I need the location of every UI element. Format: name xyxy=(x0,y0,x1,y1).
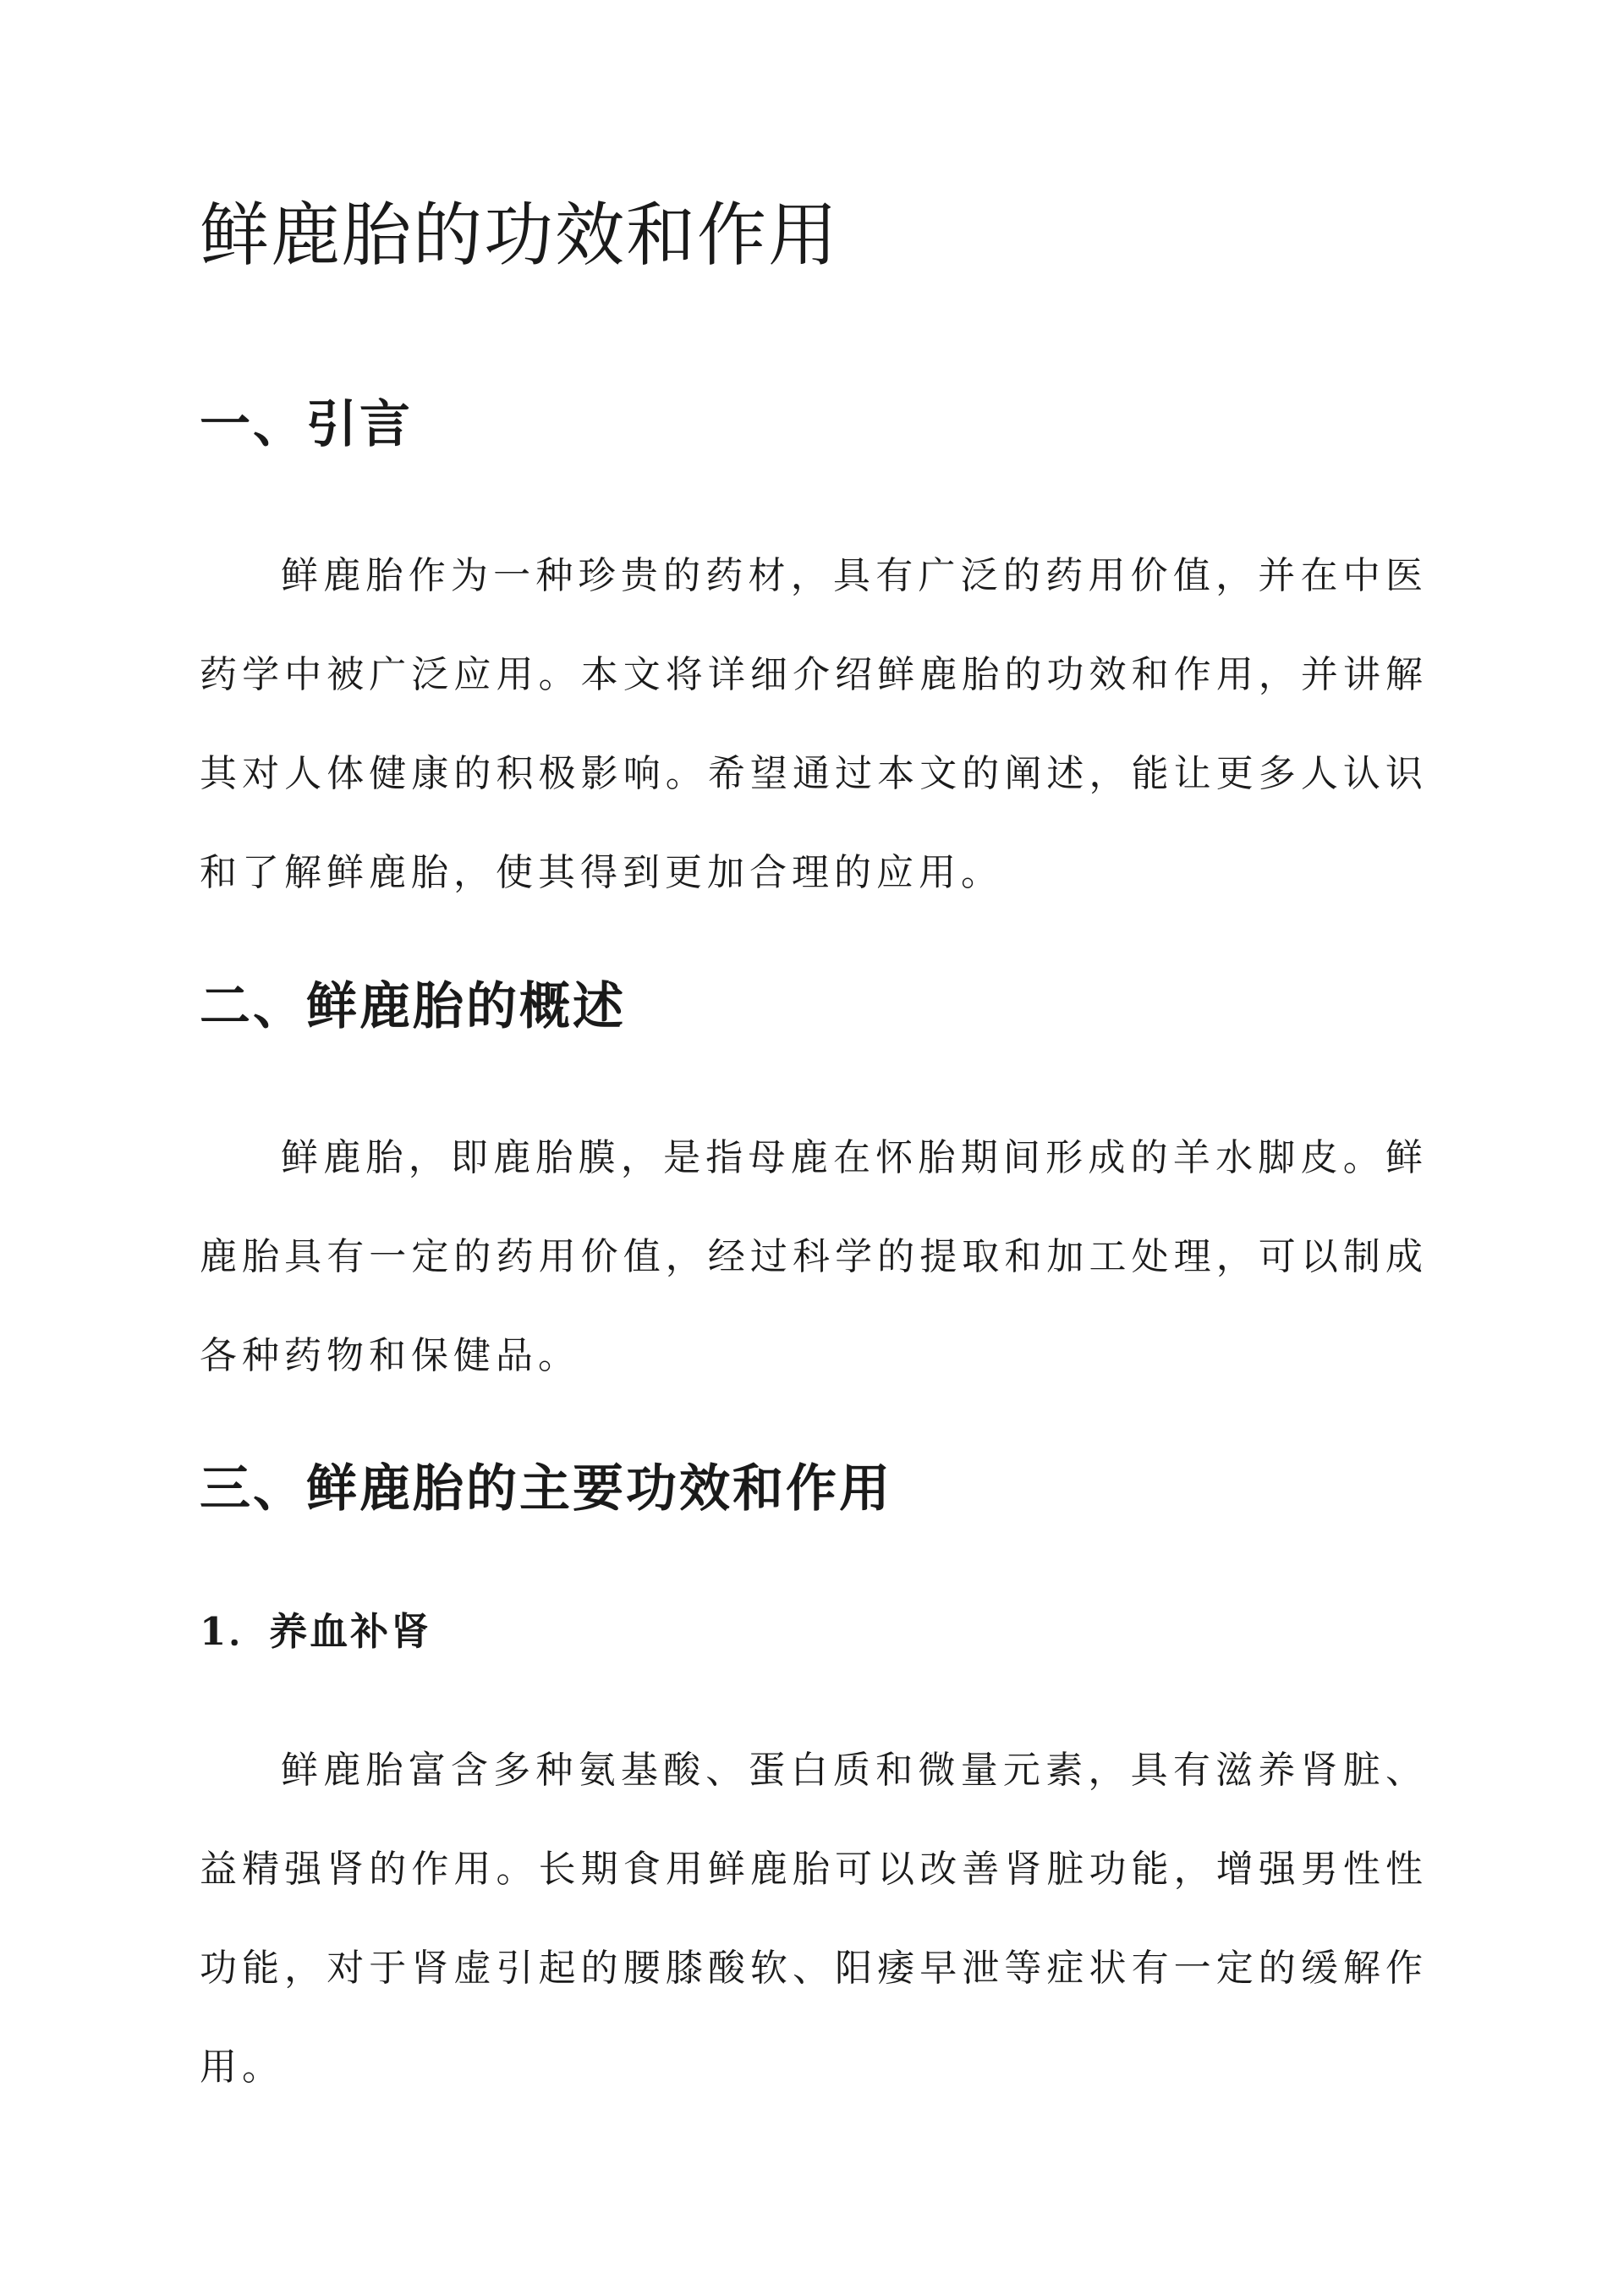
section-heading-introduction: 一、引言 xyxy=(200,395,413,454)
section-paragraph-introduction: 鲜鹿胎作为一种珍贵的药材，具有广泛的药用价值，并在中医药学中被广泛应用。本文将详细介绍鲜鹿胎的功效和作用，并讲解其对人体健康的积极影响。希望通过本文的阐述，能让更多人认识和了解鲜鹿胎，使其得到更加合理的应用。 xyxy=(200,554,1428,894)
subsection-paragraph-blood-kidney: 鲜鹿胎富含多种氨基酸、蛋白质和微量元素，具有滋养肾脏、益精强肾的作用。长期食用鲜鹿胎可以改善肾脏功能，增强男性性功能，对于肾虚引起的腰膝酸软、阳痿早泄等症状有一定的缓解作用。 xyxy=(200,1749,1428,2089)
document-title: 鲜鹿胎的功效和作用 xyxy=(200,195,840,276)
subsection-heading-blood-kidney: 1．养血补肾 xyxy=(200,1609,432,1654)
section-paragraph-overview: 鲜鹿胎，即鹿胎膜，是指母鹿在怀胎期间形成的羊水脚皮。鲜鹿胎具有一定的药用价值，经过科学的提取和加工处理，可以制成各种药物和保健品。 xyxy=(200,1136,1428,1377)
section-heading-overview: 二、鲜鹿胎的概述 xyxy=(200,977,626,1036)
section-heading-effects: 三、鲜鹿胎的主要功效和作用 xyxy=(200,1459,892,1519)
